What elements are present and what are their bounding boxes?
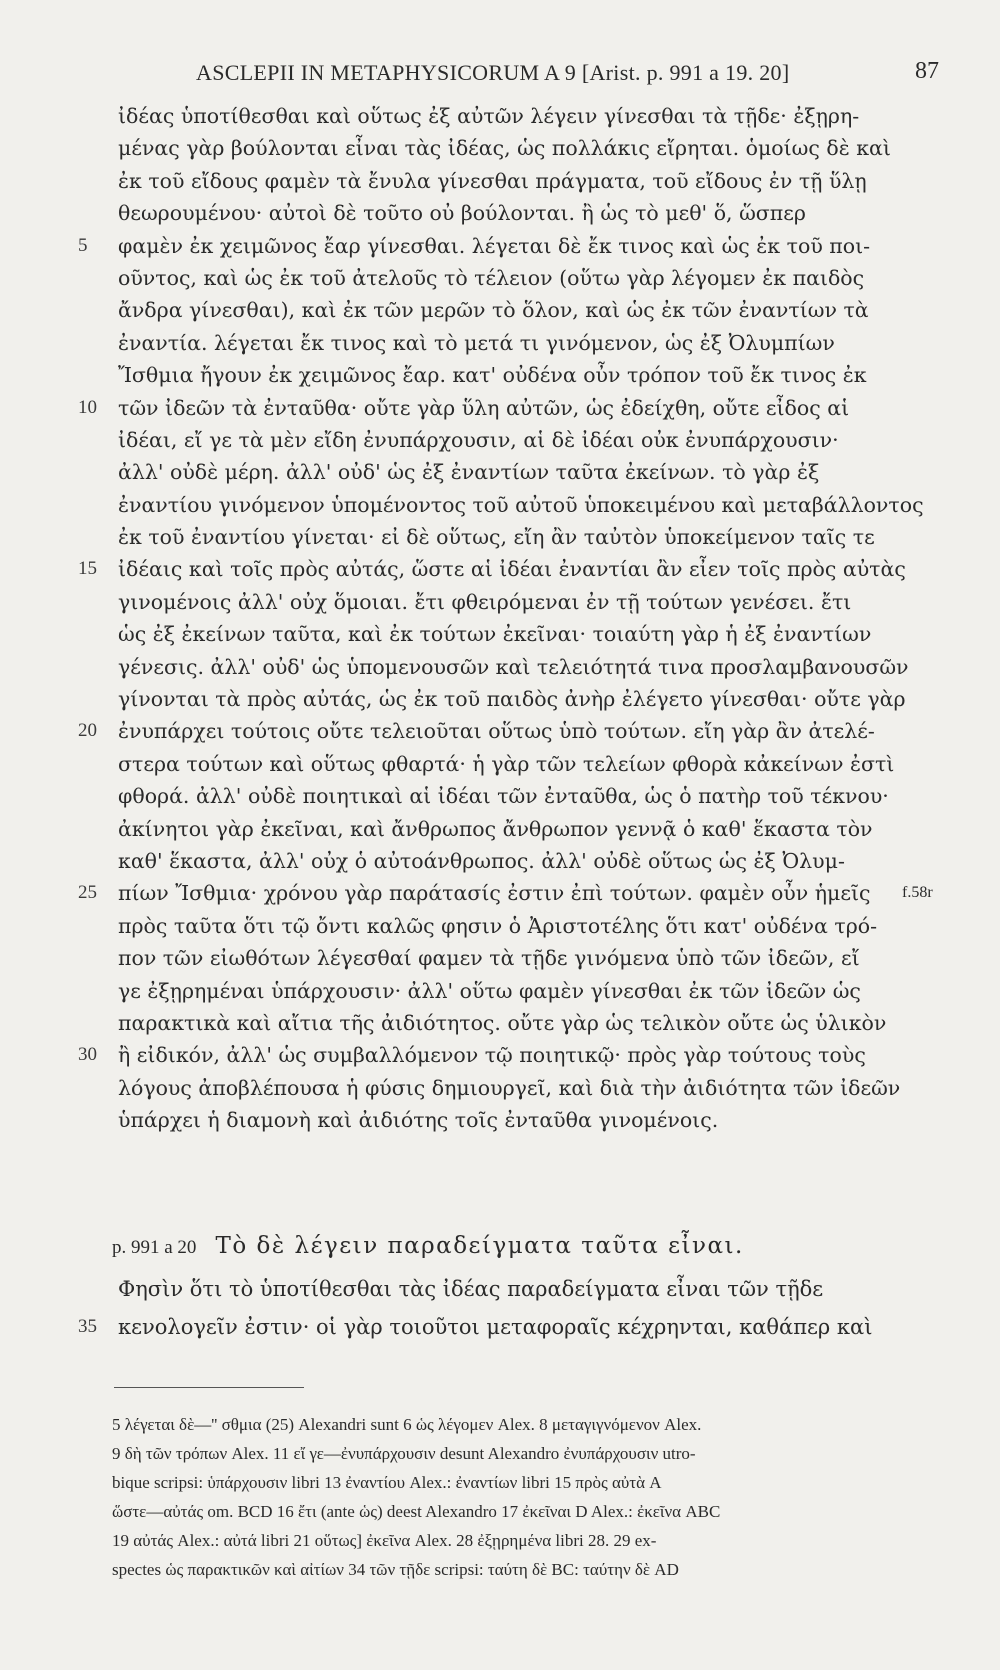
line-text: παρακτικὰ καὶ αἴτια τῆς ἀιδιότητος. οὔτε γὰρ ὡς τελικὸν οὔτε ὡς ὑλικὸν [118, 1010, 887, 1035]
apparatus-text: 5 λέγεται δὲ—'' σθμια (25) Alexandri sunt 6 ὡς λέγομεν Alex. 8 μεταγιγνόμενον Alex. [112, 1415, 702, 1434]
line-text: ἰδέαι, εἴ γε τὰ μὲν εἴδη ἐνυπάρχουσιν, αἱ δὲ ἰδέαι οὐκ ἐνυπάρχουσιν· [118, 427, 839, 452]
line-text: ὡς ἐξ ἐκείνων ταῦτα, καὶ ἐκ τούτων ἐκεῖναι· τοιαύτη γὰρ ἡ ἐξ ἐναντίων [118, 622, 872, 647]
text-line [0, 845, 1000, 877]
text-line [0, 1104, 1000, 1136]
text-line [0, 489, 1000, 521]
text-line [0, 359, 1000, 391]
line-number: 20 [78, 720, 97, 742]
line-text: γίνονται τὰ πρὸς αὐτάς, ὡς ἐκ τοῦ παιδὸς ἀνὴρ ἐλέγετο γίνεσθαι· οὔτε γὰρ [118, 687, 906, 712]
apparatus-line [0, 1468, 1000, 1497]
text-line [0, 456, 1000, 488]
text-line [0, 780, 1000, 812]
text-line [0, 1072, 1000, 1104]
line-text: κενολογεῖν ἐστιν· οἱ γὰρ τοιοῦτοι μεταφοραῖς κέχρηνται, καθάπερ καὶ [118, 1315, 873, 1339]
line-text: ἢ εἰδικόν, ἀλλ' ὡς συμβαλλόμενον τῷ ποιητικῷ· πρὸς γὰρ τούτους τοὺς [118, 1043, 866, 1068]
apparatus-line [0, 1497, 1000, 1526]
text-line [0, 651, 1000, 683]
lemma [112, 1228, 744, 1264]
text-line [0, 1270, 1000, 1308]
line-text: ἀλλ' οὐδὲ μέρη. ἀλλ' οὐδ' ὡς ἐξ ἐναντίων ταῦτα ἐκείνων. τὸ γὰρ ἐξ [118, 460, 820, 485]
text-line [0, 813, 1000, 845]
line-number: 15 [78, 558, 97, 580]
line-number: 30 [78, 1044, 97, 1066]
apparatus-text: 19 αὐτάς Alex.: αὐτά libri 21 οὕτως] ἐκεῖνα Alex. 28 ἐξῃρημένα libri 28. 29 ex- [112, 1531, 657, 1550]
text-line [0, 1039, 1000, 1071]
text-line [0, 910, 1000, 942]
line-text: στερα τούτων καὶ οὕτως φθαρτά· ἡ γὰρ τῶν τελείων φθορὰ κἀκείνων ἐστὶ [118, 751, 895, 776]
line-text: ἀκίνητοι γὰρ ἐκεῖναι, καὶ ἄνθρωπος ἄνθρωπον γεννᾷ ὁ καθ' ἕκαστα τὸν [118, 816, 873, 841]
line-text: Ἴσθμια ἤγουν ἐκ χειμῶνος ἔαρ. κατ' οὐδένα οὖν τρόπον τοῦ ἔκ τινος ἐκ [118, 363, 867, 388]
text-line [0, 748, 1000, 780]
text-line [0, 262, 1000, 294]
line-number: 10 [78, 396, 97, 418]
line-text: καθ' ἕκαστα, ἀλλ' οὐχ ὁ αὐτοάνθρωπος. ἀλλ' οὐδὲ οὕτως ὡς ἐξ Ὀλυμ- [118, 848, 845, 873]
text-line [0, 392, 1000, 424]
text-line [0, 553, 1000, 585]
line-text: πίων Ἴσθμια· χρόνου γὰρ παράτασίς ἐστιν ἐπὶ τούτων. φαμὲν οὖν ἡμεῖς [118, 881, 871, 906]
text-line [0, 197, 1000, 229]
line-text: ὑπάρχει ἡ διαμονὴ καὶ ἀιδιότης τοῖς ἐνταῦθα γινομένοις. [118, 1108, 719, 1133]
text-line [0, 715, 1000, 747]
line-number: 5 [78, 234, 88, 256]
text-line [0, 327, 1000, 359]
line-text: ἰδέας ὑποτίθεσθαι καὶ οὕτως ἐξ αὐτῶν λέγειν γίνεσθαι τὰ τῇδε· ἐξῃρη- [118, 104, 860, 128]
text-line [0, 132, 1000, 164]
lemma-text: Τὸ δὲ λέγειν παραδείγματα ταῦτα εἶναι. [215, 1233, 744, 1259]
text-line [0, 618, 1000, 650]
text-line [0, 521, 1000, 553]
line-text: μένας γὰρ βούλονται εἶναι τὰς ἰδέας, ὡς πολλάκις εἴρηται. ὁμοίως δὲ καὶ [118, 136, 891, 161]
text-line [0, 100, 1000, 132]
line-text: θεωρουμένου· αὐτοὶ δὲ τοῦτο οὐ βούλονται. ἢ ὡς τὸ μεθ' ὅ, ὥσπερ [118, 201, 806, 226]
lemma-reference: p. 991 a 20 [112, 1237, 197, 1258]
apparatus-text: 9 δὴ τῶν τρόπων Alex. 11 εἴ γε—ἐνυπάρχουσιν desunt Alexandro ἐνυπάρχουσιν utro- [112, 1444, 696, 1463]
line-number: 35 [78, 1316, 97, 1337]
text-line [0, 975, 1000, 1007]
line-text: λόγους ἀποβλέπουσα ἡ φύσις δημιουργεῖ, καὶ διὰ τὴν ἀιδιότητα τῶν ἰδεῶν [118, 1075, 901, 1100]
line-text: ἐναντία. λέγεται ἔκ τινος καὶ τὸ μετά τι γινόμενον, ὡς ἐξ Ὀλυμπίων [118, 330, 835, 355]
line-text: γινομένοις ἀλλ' οὐχ ὅμοιαι. ἔτι φθειρόμεναι ἐν τῇ τούτων γενέσει. ἔτι [118, 589, 852, 614]
page-number: 87 [915, 58, 939, 84]
line-text: ἰδέαις καὶ τοῖς πρὸς αὐτάς, ὥστε αἱ ἰδέαι ἐναντίαι ἂν εἶεν τοῖς πρὸς αὐτὰς [118, 557, 906, 582]
line-text: γε ἐξῃρημέναι ὑπάρχουσιν· ἀλλ' οὕτω φαμὲν γίνεσθαι ἐκ τῶν ἰδεῶν ὡς [118, 978, 861, 1003]
critical-apparatus [0, 1410, 1000, 1584]
line-text: ἐναντίου γινόμενον ὑπομένοντος τοῦ αὐτοῦ ὑποκειμένου καὶ μεταβάλλοντος [118, 492, 924, 517]
line-text: ἐνυπάρχει τούτοις οὔτε τελειοῦται οὕτως ὑπὸ τούτων. εἴη γὰρ ἂν ἀτελέ- [118, 719, 875, 744]
apparatus-line [0, 1555, 1000, 1584]
line-text: φαμὲν ἐκ χειμῶνος ἔαρ γίνεσθαι. λέγεται δὲ ἔκ τινος καὶ ὡς ἐκ τοῦ ποι- [118, 233, 871, 258]
line-number: 25 [78, 882, 97, 904]
footnote-rule [114, 1387, 304, 1388]
apparatus-text: spectes ὡς παρακτικῶν καὶ αἰτίων 34 τῶν τῇδε scripsi: ταύτη δὲ BC: ταύτην δὲ AD [112, 1560, 679, 1579]
text-line [0, 1007, 1000, 1039]
apparatus-line [0, 1410, 1000, 1439]
apparatus-line [0, 1439, 1000, 1468]
commentary-body [0, 100, 1000, 1137]
apparatus-line [0, 1526, 1000, 1555]
text-line [0, 1308, 1000, 1346]
apparatus-text: bique scripsi: ὑπάρχουσιν libri 13 ἐναντίου Alex.: ἐναντίων libri 15 πρὸς αὐτὰ A [112, 1473, 662, 1492]
line-text: ἐκ τοῦ ἐναντίου γίνεται· εἰ δὲ οὕτως, εἴη ἂν ταὐτὸν ὑποκείμενον ταῖς τε [118, 525, 875, 550]
line-text: πρὸς ταῦτα ὅτι τῷ ὄντι καλῶς φησιν ὁ Ἀριστοτέλης ὅτι κατ' οὐδένα τρό- [118, 913, 878, 938]
text-line [0, 165, 1000, 197]
text-line [0, 230, 1000, 262]
line-text: φθορά. ἀλλ' οὐδὲ ποιητικαὶ αἱ ἰδέαι τῶν ἐνταῦθα, ὡς ὁ πατὴρ τοῦ τέκνου· [118, 784, 889, 809]
text-line [0, 877, 1000, 909]
text-line [0, 294, 1000, 326]
running-head: ASCLEPII IN METAPHYSICORUM A 9 [Arist. p. 991 a 19. 20] [196, 60, 790, 85]
line-text: ἐκ τοῦ εἴδους φαμὲν τὰ ἔνυλα γίνεσθαι πράγματα, τοῦ εἴδους ἐν τῇ ὕλῃ [118, 168, 867, 193]
line-text: πον τῶν εἰωθότων λέγεσθαί φαμεν τὰ τῇδε γινόμενα ὑπὸ τῶν ἰδεῶν, εἴ [118, 946, 860, 971]
line-text: Φησὶν ὅτι τὸ ὑποτίθεσθαι τὰς ἰδέας παραδείγματα εἶναι τῶν τῇδε [118, 1277, 824, 1301]
text-line [0, 586, 1000, 618]
text-line [0, 942, 1000, 974]
line-text: οῦντος, καὶ ὡς ἐκ τοῦ ἀτελοῦς τὸ τέλειον (οὕτω γὰρ λέγομεν ἐκ παιδὸς [118, 265, 865, 290]
folio-marginal-note: f.58r [902, 884, 933, 902]
text-line [0, 424, 1000, 456]
text-line [0, 683, 1000, 715]
line-text: τῶν ἰδεῶν τὰ ἐνταῦθα· οὔτε γὰρ ὕλη αὐτῶν, ὡς ἐδείχθη, οὔτε εἶδος αἱ [118, 395, 850, 420]
line-text: γένεσις. ἀλλ' οὐδ' ὡς ὑπομενουσῶν καὶ τελειότητά τινα προσλαμβανουσῶν [118, 654, 909, 679]
commentary-continuation [0, 1270, 1000, 1346]
line-text: ἄνδρα γίνεσθαι), καὶ ἐκ τῶν μερῶν τὸ ὅλον, καὶ ὡς ἐκ τῶν ἐναντίων τὰ [118, 298, 869, 323]
apparatus-text: ὥστε—αὐτάς om. BCD 16 ἔτι (ante ὡς) deest Alexandro 17 ἐκεῖναι D Alex.: ἐκεῖνα ABC [112, 1502, 721, 1521]
page-header [0, 56, 1000, 96]
